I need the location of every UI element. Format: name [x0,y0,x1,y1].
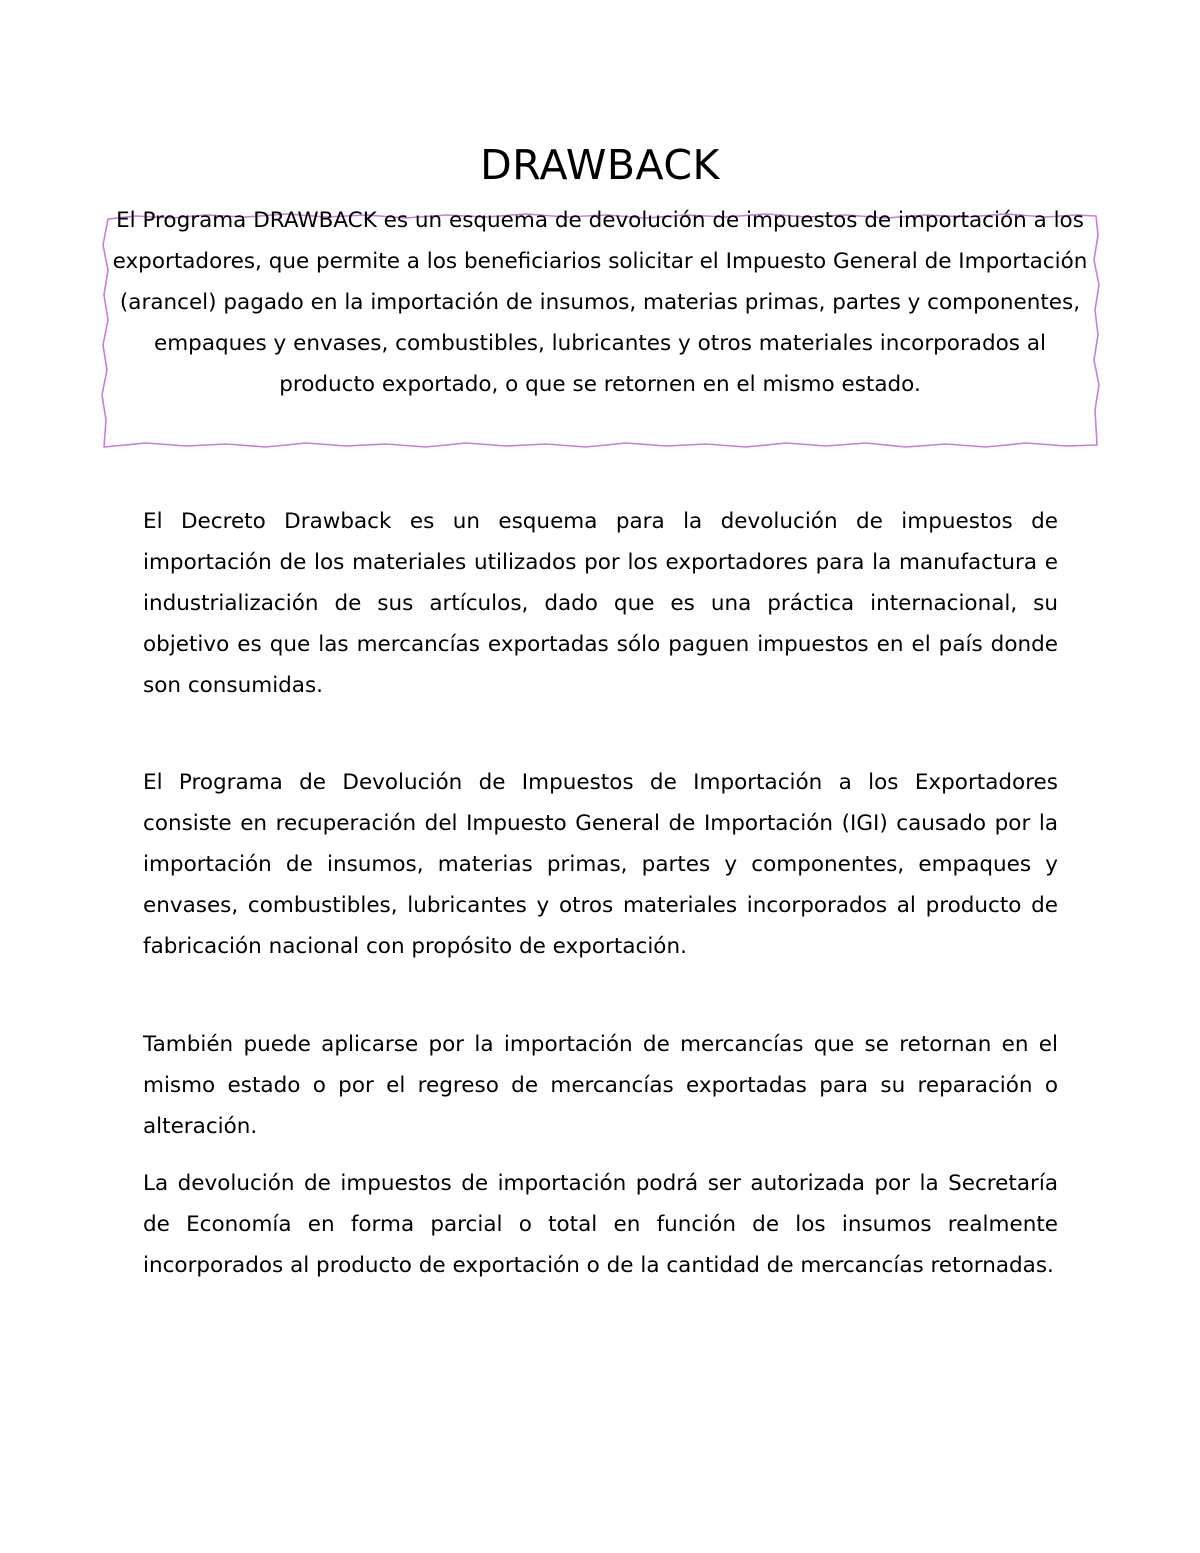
paragraph-decreto: El Decreto Drawback es un esquema para la devolución de impuestos de importación de los materiales utilizados por los exportadores para la manufactura e industrialización de sus artículos, dado que es una práctica internacional, su objetivo es que las mercancías exportadas sólo paguen impuestos en el país donde son consumidas. [143,509,1058,698]
paragraph-devolucion: La devolución de impuestos de importación podrá ser autorizada por la Secretaría de Economía en forma parcial o total en función de los insumos realmente incorporados al producto de exportación o de la cantidad de mercancías retornadas. [143,1171,1058,1278]
paragraph-programa: El Programa de Devolución de Impuestos de Importación a los Exportadores consiste en recuperación del Impuesto General de Importación (IGI) causado por la importación de insumos, materias primas, partes y componentes, empaques y envases, combustibles, lubricantes y otros materiales incorporados al producto de fabricación nacional con propósito de exportación. [143,770,1058,959]
highlight-box-text: El Programa DRAWBACK es un esquema de devolución de impuestos de importación a los exportadores, que permite a los beneficiarios solicitar el Impuesto General de Importación (arancel) pagado en la importación de insumos, materias primas, partes y componentes, empaques y envases, combustibles, lubricantes y otros materiales incorporados al producto exportado, o que se retornen en el mismo estado. [112,208,1088,397]
document-title: DRAWBACK [480,141,720,189]
paragraph-tambien: También puede aplicarse por la importación de mercancías que se retornan en el mismo estado o por el regreso de mercancías exportadas para su reparación o alteración. [143,1032,1058,1139]
